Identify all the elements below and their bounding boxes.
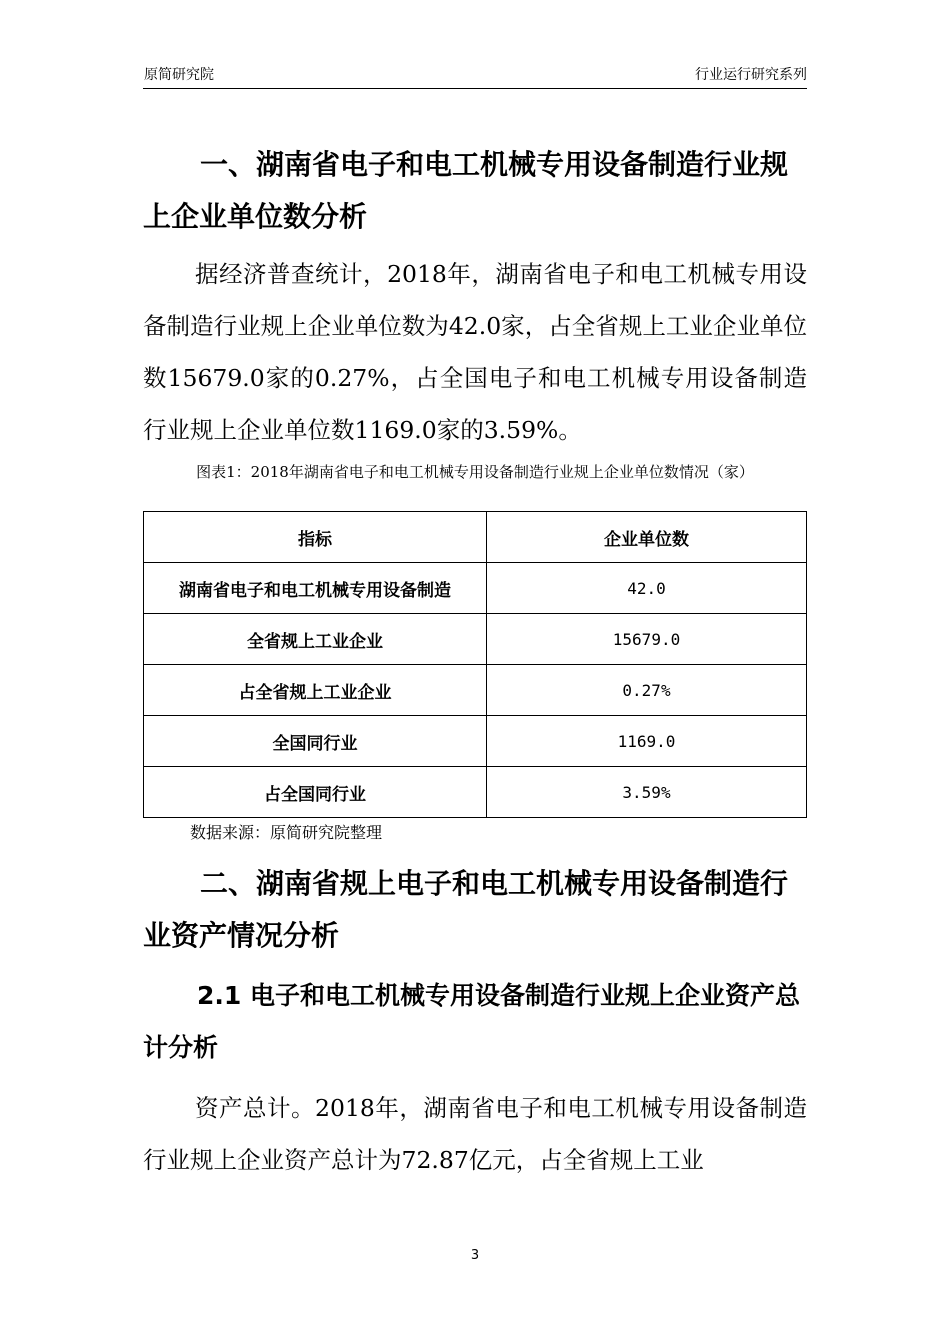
table-row: [144, 563, 807, 614]
table-row-label: 占全国同行业: [144, 767, 487, 818]
table-row: [144, 665, 807, 716]
section-2-1-paragraph: 资产总计。2018年，湖南省电子和电工机械专用设备制造行业规上企业资产总计为72.87亿元，占全省规上工业: [143, 1094, 807, 1174]
page-number: 3: [470, 1248, 480, 1263]
table-1: [143, 511, 807, 818]
table-row: [144, 716, 807, 767]
table-row-label: 占全省规上工业企业: [144, 665, 487, 716]
table-row-label: 湖南省电子和电工机械专用设备制造: [144, 563, 487, 614]
table-row-label: 全省规上工业企业: [144, 614, 487, 665]
header-divider: [143, 88, 807, 89]
header-right-text: 行业运行研究系列: [695, 67, 807, 83]
table-header-indicator: 指标: [144, 512, 487, 563]
table-1-caption: 图表1：2018年湖南省电子和电工机械专用设备制造行业规上企业单位数情况（家）: [196, 463, 754, 481]
section-2-1-heading: 2.1 电子和电工机械专用设备制造行业规上企业资产总计分析: [143, 981, 800, 1062]
table-row-value: 1169.0: [487, 716, 807, 767]
table-row-value: 42.0: [487, 563, 807, 614]
section-2-heading: 二、湖南省规上电子和电工机械专用设备制造行业资产情况分析: [143, 867, 789, 952]
header-left-text: 原简研究院: [144, 67, 214, 83]
table-row: [144, 614, 807, 665]
table-row-value: 3.59%: [487, 767, 807, 818]
table-row-value: 0.27%: [487, 665, 807, 716]
table-row: [144, 767, 807, 818]
table-row-value: 15679.0: [487, 614, 807, 665]
section-1-paragraph: 据经济普查统计，2018年，湖南省电子和电工机械专用设备制造行业规上企业单位数为42.0家，占全省规上工业企业单位数15679.0家的0.27%，占全国电子和电工机械专用设备制造行业规上企业单位数1169.0家的3.59%。: [143, 260, 807, 444]
table-1-source: 数据来源：原简研究院整理: [190, 823, 383, 842]
table-header-row: [144, 512, 807, 563]
table-row-label: 全国同行业: [144, 716, 487, 767]
section-1-heading: 一、湖南省电子和电工机械专用设备制造行业规上企业单位数分析: [143, 148, 789, 233]
table-header-count: 企业单位数: [487, 512, 807, 563]
